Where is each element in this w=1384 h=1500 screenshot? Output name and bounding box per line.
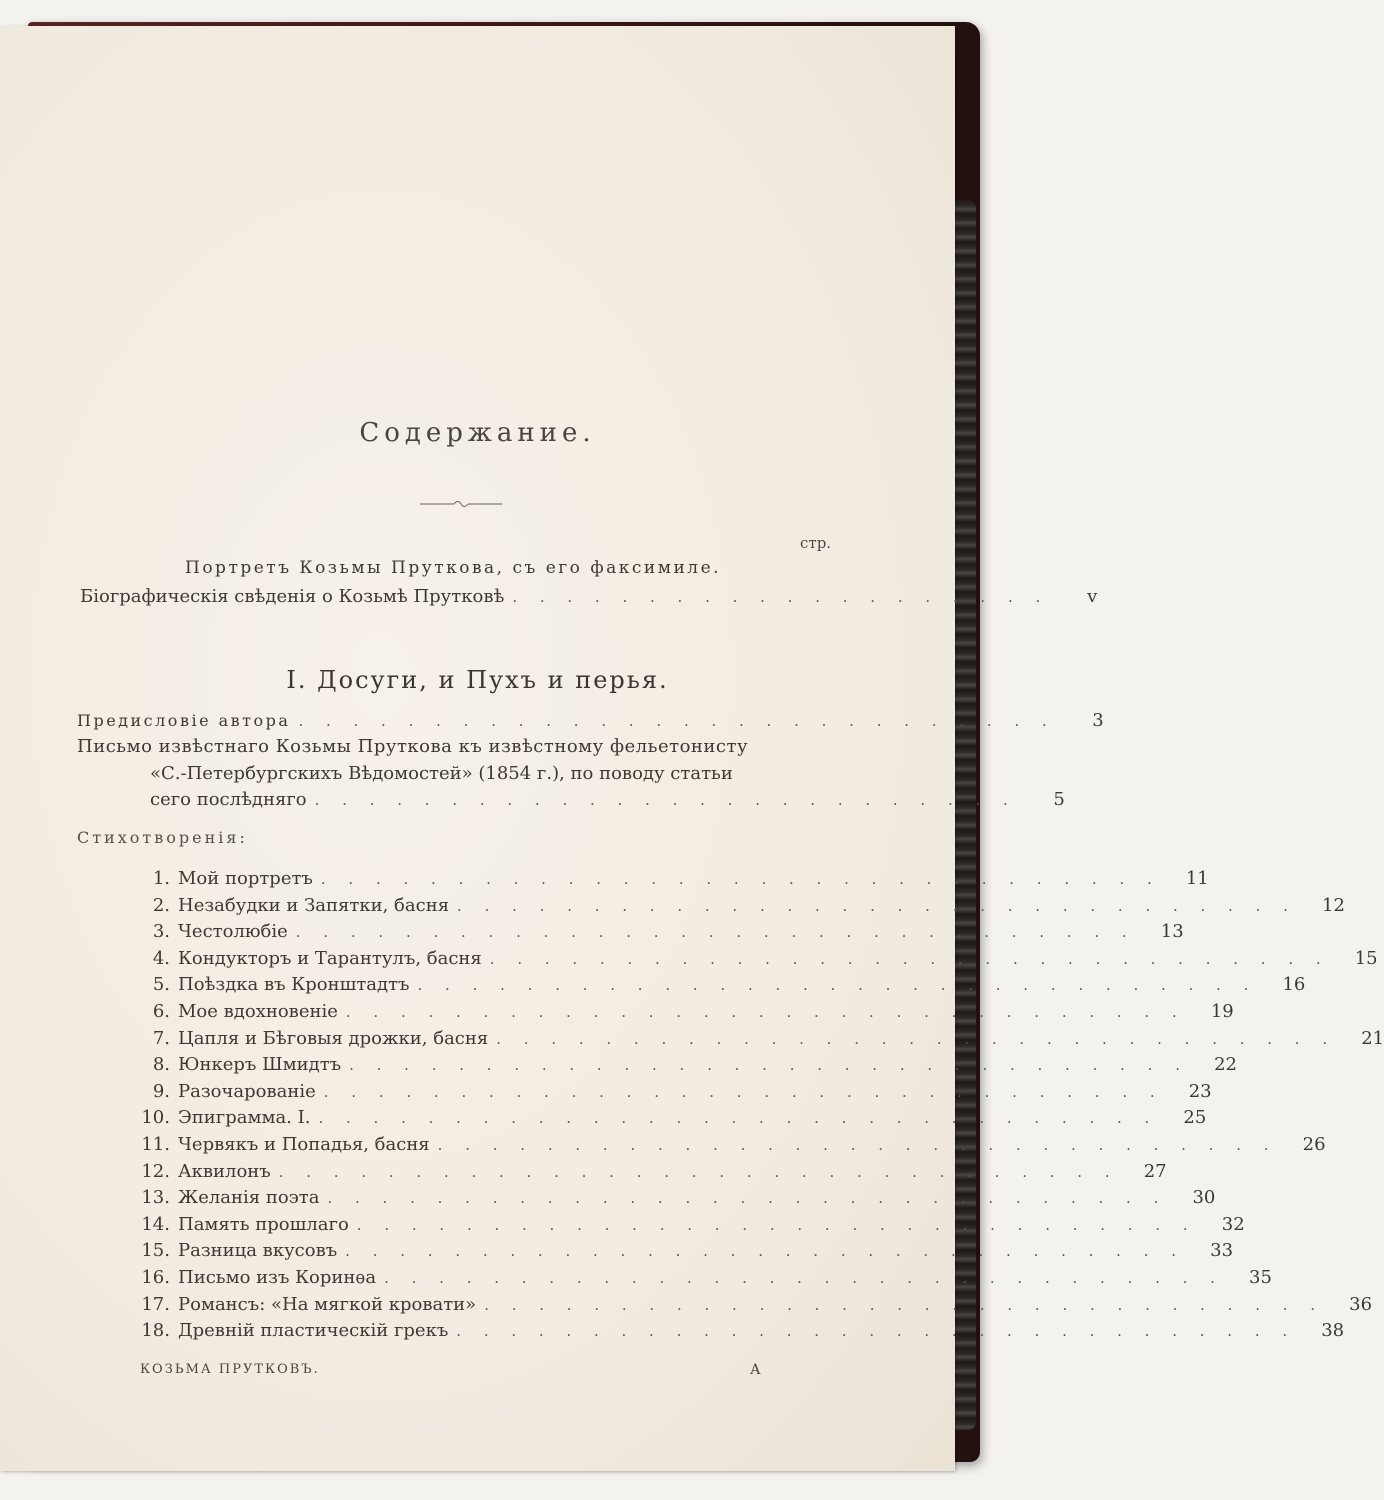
- poem-page: 13: [1160, 921, 1184, 943]
- page-column-label: стр.: [800, 534, 832, 552]
- poem-page: 16: [1282, 974, 1306, 996]
- poem-entry: [136, 1187, 1216, 1209]
- poem-page: 21: [1361, 1027, 1384, 1049]
- poem-page: 19: [1210, 1001, 1234, 1022]
- leader-dots: . . . . . . . . . . . . . . . . . . . . . . . . . . . . . . .: [457, 896, 1297, 915]
- leader-dots: . . . . . . . . . . . . . . . . . . . . . . . . . . . . . . .: [345, 1003, 1186, 1021]
- poem-label: [136, 974, 410, 995]
- poem-entry: [136, 1293, 1373, 1315]
- poem-label: [136, 1267, 376, 1288]
- toc-entry-page: 3: [1092, 710, 1104, 731]
- poem-entry: [136, 1320, 1345, 1342]
- poem-title: Разочарованіе: [178, 1080, 316, 1102]
- poem-label: [136, 1214, 349, 1235]
- poem-label: [136, 1054, 341, 1075]
- toc-entry-preface: [77, 710, 1104, 731]
- poem-number: 5.: [152, 974, 170, 996]
- toc-entry-label: Предисловіе автора: [77, 711, 291, 730]
- poem-title: Мое вдохновеніе: [178, 1001, 338, 1022]
- poem-page: 27: [1143, 1160, 1167, 1182]
- poem-entry: [136, 1267, 1272, 1288]
- poem-page: 36: [1349, 1293, 1373, 1315]
- front-matter-portrait: Портретъ Козьмы Пруткова, съ его факсимиле.: [185, 558, 722, 578]
- poem-page: 11: [1185, 868, 1209, 889]
- poem-title: Память прошлаго: [178, 1213, 349, 1235]
- book-page: [0, 26, 1384, 1471]
- poem-number: 16.: [141, 1267, 170, 1288]
- poem-label: [136, 1134, 430, 1155]
- section-title: I. Досуги, и Пухъ и перья.: [286, 666, 669, 694]
- poem-number: 17.: [141, 1293, 170, 1315]
- poem-title: Романсъ: «На мягкой кровати»: [178, 1293, 477, 1315]
- poem-title: Червякъ и Попадья, басня: [178, 1134, 430, 1155]
- poem-title: Юнкеръ Шмидтъ: [178, 1054, 342, 1076]
- poem-page: 15: [1354, 947, 1378, 969]
- leader-dots: . . . . . . . . . . . . . . . . . . . . . . . . . . . . . . .: [345, 1242, 1186, 1261]
- poem-number: 10.: [141, 1107, 170, 1129]
- page-title: Содержание.: [359, 418, 596, 448]
- leader-dots: . . . . . . . . . . . . . . . . . . . . . . . . . . . . . . .: [327, 1189, 1168, 1208]
- letter-line-2: «С.-Петербургскихъ Вѣдомостей» (1854 г.), по поводу статьи: [150, 763, 733, 784]
- poem-number: 13.: [141, 1187, 170, 1209]
- poem-entry: [136, 1213, 1245, 1235]
- poem-label: [136, 921, 288, 942]
- poem-title: Цапля и Бѣговыя дрожки, басня: [178, 1027, 489, 1049]
- poem-title: Древній пластическій грекъ: [178, 1320, 449, 1342]
- poem-label: [136, 868, 313, 889]
- toc-entry-page: v: [1087, 586, 1098, 607]
- leader-dots: . . . . . . . . . . . . . . . . . . . . . . . . . . . . . . .: [489, 949, 1330, 968]
- leader-dots: . . . . . . . . . . . . . . . . . . . . . . . . . . . . . . .: [496, 1029, 1337, 1048]
- poem-entry: [136, 1107, 1207, 1129]
- letter-line-1: Письмо извѣстнаго Козьмы Пруткова къ извѣстному фельетонисту: [77, 736, 749, 757]
- poem-title: Мой портретъ: [178, 868, 313, 889]
- poem-number: 15.: [141, 1240, 170, 1262]
- toc-entry-page: 5: [1053, 789, 1065, 810]
- leader-dots: . . . . . . . . . . . . . . . . . . . . . . . . . . . . . . .: [484, 1295, 1325, 1314]
- poem-page: 26: [1302, 1134, 1326, 1155]
- poem-number: 11.: [141, 1134, 170, 1155]
- leader-dots: . . . . . . . . . . . . . . . . . . . . . . . . . . . . . . .: [323, 1082, 1164, 1101]
- leader-dots: . . . . . . . . . . . . . . . . . . . . . . . . . . . . . . .: [384, 1269, 1224, 1287]
- poem-label: [136, 948, 482, 969]
- poem-label: [136, 1187, 319, 1208]
- poem-entry: [136, 1054, 1237, 1076]
- poem-number: 3.: [152, 921, 170, 943]
- poem-page: 33: [1210, 1240, 1234, 1262]
- ornament-divider: [420, 498, 502, 510]
- leader-dots: . . . . . . . . . . . . . . . . . . . . . . . . . . . . . . .: [356, 1215, 1197, 1234]
- poem-label: [136, 1320, 448, 1341]
- poems-heading: Стихотворенія:: [77, 828, 248, 847]
- poem-label: [136, 1028, 488, 1049]
- toc-entry-label: сего послѣдняго: [150, 789, 307, 810]
- poem-label: [136, 1001, 338, 1022]
- poem-number: 6.: [152, 1001, 170, 1022]
- poem-label: [136, 1107, 310, 1128]
- poem-page: 22: [1214, 1054, 1237, 1076]
- poem-number: 9.: [152, 1080, 170, 1102]
- leader-dots: . . . . . . . . . . . . . . . . . . . . . . . . . . . . . . .: [456, 1322, 1297, 1341]
- poem-entry: [136, 921, 1184, 943]
- poem-page: 35: [1249, 1267, 1272, 1288]
- leader-dots: . . . . . . . . . . . . . . . . . . . . . . . . . . . . . . .: [278, 1162, 1119, 1181]
- poem-entry: [136, 1240, 1234, 1262]
- poem-label: [136, 1294, 476, 1315]
- poem-page: 32: [1221, 1213, 1245, 1235]
- poem-entry: [136, 974, 1306, 996]
- poem-entry: [136, 1027, 1384, 1049]
- toc-entry-label: Біографическія свѣденія о Козьмѣ Прутковѣ: [80, 586, 505, 607]
- leader-dots: . . . . . . . . . . . . . . . . . . . . . . . . . . . . . . .: [318, 1109, 1159, 1128]
- poem-page: 38: [1321, 1320, 1345, 1342]
- poem-label: [136, 1161, 271, 1182]
- footer-signature-mark: А: [750, 1362, 761, 1378]
- poem-title: Желанія поэта: [178, 1187, 320, 1209]
- poem-page: 12: [1322, 894, 1345, 916]
- front-matter-biography: [80, 586, 1098, 607]
- poem-label: [136, 1240, 337, 1261]
- poem-number: 1.: [152, 868, 170, 889]
- poem-number: 8.: [152, 1054, 170, 1076]
- poem-title: Аквилонъ: [178, 1160, 271, 1182]
- leader-dots: . . . . . . . . . . . . . . . . . . . . . . . . . . . . . . .: [349, 1056, 1189, 1075]
- poem-number: 18.: [141, 1320, 170, 1342]
- poem-label: [136, 1081, 316, 1102]
- poem-number: 7.: [152, 1027, 170, 1049]
- poem-page: 23: [1188, 1080, 1212, 1102]
- poem-title: Незабудки и Запятки, басня: [178, 894, 450, 916]
- leader-dots: . . . . . . . . . . . . . . . . . . . . . . . . . . . . . . .: [417, 976, 1258, 995]
- leader-dots: . . . . . . . . . . . . . . . . . . . . . . . . . . . . . . .: [295, 923, 1136, 942]
- poem-entry: [136, 868, 1209, 889]
- poem-entry: [136, 894, 1345, 916]
- poem-title: Кондукторъ и Тарантулъ, басня: [178, 947, 482, 969]
- poem-title: Честолюбіе: [178, 921, 288, 943]
- leader-dots: . . . . . . . . . . . . . . . . . . . . . . . . . .: [314, 791, 1017, 809]
- poem-number: 2.: [152, 894, 170, 916]
- poem-title: Эпиграмма. I.: [178, 1107, 311, 1129]
- leader-dots: . . . . . . . . . . . . . . . . . . . . . . . . . . . . . . .: [437, 1136, 1278, 1154]
- toc-entry-letter: [150, 789, 1065, 810]
- poem-title: Письмо изъ Коринѳа: [178, 1267, 377, 1288]
- poem-entry: [136, 1160, 1167, 1182]
- poem-number: 12.: [141, 1160, 170, 1182]
- poem-title: Поѣздка въ Кронштадтъ: [178, 974, 410, 996]
- footer-signature-text: КОЗЬМА ПРУТКОВЪ.: [140, 1362, 320, 1377]
- poem-entry: [136, 947, 1378, 969]
- poem-title: Разница вкусовъ: [178, 1240, 338, 1262]
- poem-entry: [136, 1134, 1326, 1155]
- poem-page: 30: [1192, 1187, 1216, 1209]
- leader-dots: . . . . . . . . . . . . . . . . . . . .: [512, 588, 1050, 606]
- leader-dots: . . . . . . . . . . . . . . . . . . . . . . . . . . . . . . .: [320, 870, 1161, 888]
- poem-page: 25: [1183, 1107, 1207, 1129]
- poem-entry: [136, 1080, 1212, 1102]
- leader-dots: . . . . . . . . . . . . . . . . . . . . . . . . . . . .: [298, 712, 1056, 730]
- poem-entry: [136, 1001, 1234, 1022]
- poem-number: 4.: [152, 947, 170, 969]
- poem-number: 14.: [141, 1213, 170, 1235]
- poem-label: [136, 895, 449, 916]
